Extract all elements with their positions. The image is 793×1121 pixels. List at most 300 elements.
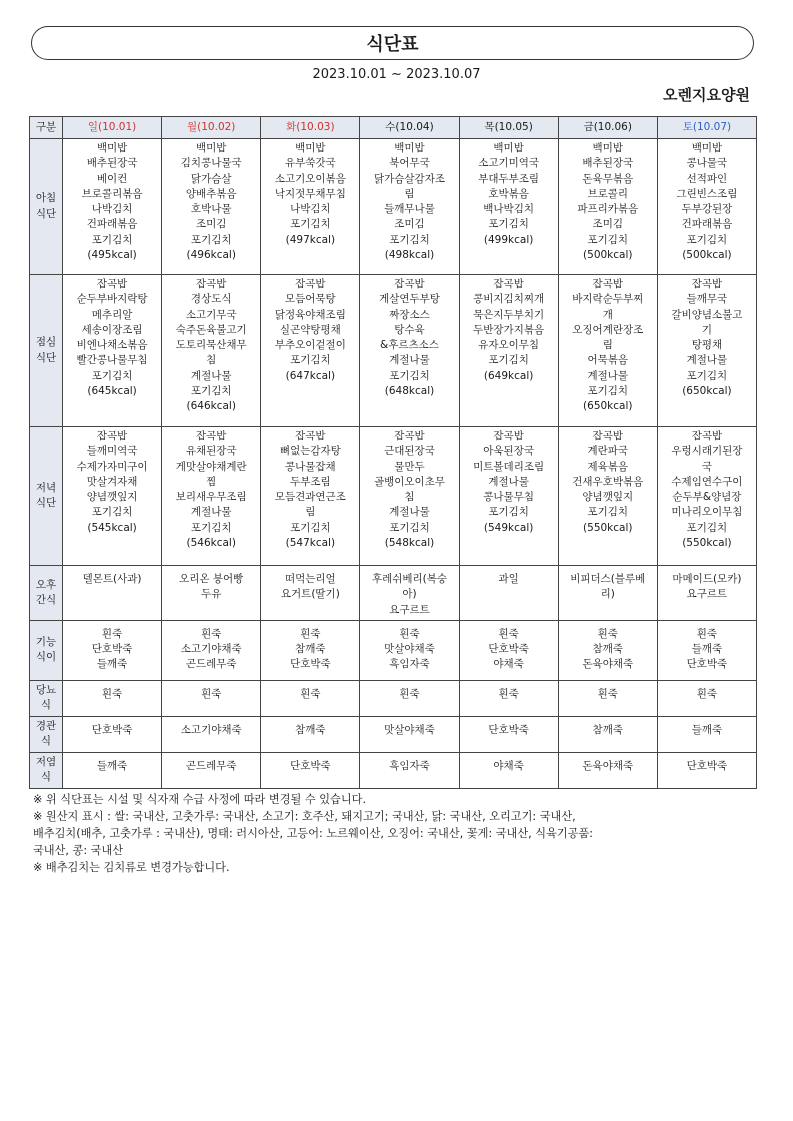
category-line: 당뇨 <box>35 684 57 697</box>
menu-cell <box>459 620 558 680</box>
menu-item: 포기김치 <box>290 218 331 231</box>
menu-item: 보리새우무조림 <box>175 491 247 504</box>
menu-item: 선적파인 <box>686 172 728 185</box>
menu-item: 백미밥 <box>691 142 723 154</box>
menu-item: 후레쉬베리(복숭 <box>371 573 448 585</box>
menu-item: 잡곡밥 <box>493 430 524 442</box>
menu-item: 포기김치 <box>389 233 430 246</box>
day-header-sat: 토(10.07) <box>657 117 756 139</box>
menu-item: 잡곡밥 <box>691 278 723 290</box>
menu-cell <box>63 752 162 788</box>
menu-item: 포기김치 <box>91 369 133 382</box>
menu-item: (645kcal) <box>87 385 137 398</box>
menu-item: 배추된장국 <box>86 157 138 170</box>
menu-item: 그린빈스조림 <box>676 187 738 200</box>
menu-item: 호박나물 <box>190 203 232 216</box>
menu-cell <box>360 427 459 566</box>
menu-cell <box>558 752 657 788</box>
menu-item: 들깨죽 <box>691 723 723 736</box>
menu-item: (647kcal) <box>285 369 336 382</box>
menu-item: (649kcal) <box>483 369 534 382</box>
menu-item: 포기김치 <box>488 354 529 367</box>
menu-cell <box>360 139 459 275</box>
menu-item: 조미김 <box>394 218 425 231</box>
menu-item: 북어무국 <box>389 157 430 170</box>
menu-item: 비엔나채소볶음 <box>76 339 148 352</box>
category-line: 식 <box>40 699 52 712</box>
menu-item: 돈육야채죽 <box>582 759 634 772</box>
menu-row-breakfast <box>30 139 757 275</box>
menu-item: 포기김치 <box>389 369 430 382</box>
menu-item: 잡곡밥 <box>592 430 623 442</box>
menu-item: 흰죽 <box>101 687 123 700</box>
note-line: 국내산, 콩: 국내산 <box>33 844 124 857</box>
menu-cell <box>162 566 261 621</box>
menu-item: 두부강된장 <box>681 203 733 216</box>
menu-item: (495kcal) <box>87 249 137 262</box>
menu-item: 잡곡밥 <box>394 278 425 290</box>
menu-item: 호박볶음 <box>488 187 529 200</box>
menu-item: 물만두 <box>394 460 425 473</box>
menu-item: 곤드레무죽 <box>185 658 237 671</box>
menu-item: 뼈없는감자탕 <box>279 445 341 458</box>
menu-item: 두반장가지볶음 <box>473 323 545 336</box>
menu-item: 건새우호박볶음 <box>572 475 644 488</box>
menu-item: (498kcal) <box>384 249 435 262</box>
note-line: ※ 원산지 표시 : 쌀: 국내산, 고춧가루: 국내산, 소고기: 호주산, 돼지고기; 국내산, 닭: 국내산, 오리고기: 국내산, <box>33 810 576 823</box>
menu-item: 제육볶음 <box>587 460 629 473</box>
menu-cell <box>162 427 261 566</box>
menu-item: 나박김치 <box>91 203 133 216</box>
menu-item: 들깨죽 <box>96 658 128 671</box>
menu-item: 맛살야채죽 <box>384 643 435 656</box>
menu-cell <box>360 752 459 788</box>
menu-item: 계절나물 <box>587 369 629 382</box>
menu-cell <box>657 427 756 566</box>
menu-item: 유자오이무침 <box>478 339 540 352</box>
menu-item: 조미김 <box>592 218 623 231</box>
menu-item: 포기김치 <box>587 233 629 246</box>
menu-cell <box>657 752 756 788</box>
menu-item: 흰죽 <box>498 627 519 640</box>
menu-item: 들깨무나물 <box>384 203 435 216</box>
menu-item: 계절나물 <box>686 354 728 367</box>
menu-item: 포기김치 <box>389 521 430 534</box>
menu-cell <box>261 752 360 788</box>
menu-item: 흰죽 <box>498 687 519 700</box>
note-line: 배추김치(배추, 고춧가루 : 국내산), 명태: 러시아산, 고등어: 노르웨이산, 오징어: 국내산, 꽃게: 국내산, 식육기공품: <box>33 827 594 840</box>
menu-cell <box>162 620 261 680</box>
category-line: 저녁 <box>35 481 57 494</box>
category-line: 식단 <box>35 351 57 364</box>
menu-item: 흰죽 <box>300 627 321 640</box>
menu-item: 백나박김치 <box>483 203 534 216</box>
menu-item: 배추된장국 <box>582 157 634 170</box>
menu-item: 닭가슴살 <box>190 172 232 185</box>
menu-item: 흰죽 <box>597 687 618 700</box>
menu-item: 양념깻잎지 <box>582 491 634 504</box>
menu-item: 갈비양념소불고 <box>671 308 743 321</box>
menu-item: 소고기무국 <box>185 308 237 321</box>
menu-item: (499kcal) <box>483 233 534 246</box>
menu-item: 참깨죽 <box>295 723 326 736</box>
menu-item: 탕수육 <box>394 323 425 336</box>
menu-item: 기 <box>701 323 712 336</box>
menu-item: (545kcal) <box>87 521 137 534</box>
menu-item: 백미밥 <box>592 142 623 154</box>
menu-item: 참깨죽 <box>592 643 623 656</box>
menu-item: 과일 <box>498 573 519 585</box>
menu-item: 소고기미역국 <box>478 157 540 170</box>
menu-cell <box>360 716 459 752</box>
menu-cell <box>261 427 360 566</box>
menu-item: 맛살야채죽 <box>384 723 435 736</box>
menu-item: 참깨죽 <box>295 643 326 656</box>
menu-item: 묵은지두부치기 <box>473 308 545 321</box>
menu-item: 잡곡밥 <box>195 278 227 290</box>
menu-item: 포기김치 <box>190 233 232 246</box>
menu-item: 흰죽 <box>597 627 618 640</box>
menu-item: 흰죽 <box>696 687 718 700</box>
day-header-mon: 월(10.02) <box>162 117 261 139</box>
menu-item: 들깨무국 <box>686 293 728 306</box>
menu-row-dinner <box>30 427 757 566</box>
menu-item: 오리온 붕어빵 <box>179 573 244 585</box>
menu-item: 포기김치 <box>290 354 331 367</box>
menu-item: 미나리오이무침 <box>671 506 743 519</box>
menu-cell <box>657 139 756 275</box>
day-header-thu: 목(10.05) <box>459 117 558 139</box>
category-line: 식이 <box>35 651 57 664</box>
menu-item: 게살연두부탕 <box>379 293 440 306</box>
menu-cell <box>162 752 261 788</box>
menu-cell <box>657 680 756 716</box>
day-header-wed: 수(10.04) <box>360 117 459 139</box>
menu-item: 계절나물 <box>389 354 430 367</box>
menu-item: 메추리알 <box>91 308 133 321</box>
menu-item: (497kcal) <box>285 233 336 246</box>
menu-item: 잡곡밥 <box>394 430 425 442</box>
menu-item: 수제가자미구이 <box>76 460 148 473</box>
menu-cell <box>558 275 657 427</box>
menu-cell <box>162 275 261 427</box>
day-header-tue: 화(10.03) <box>261 117 360 139</box>
notes-section <box>33 791 763 876</box>
menu-cell <box>558 139 657 275</box>
menu-item: 부추오이겉절이 <box>274 339 346 352</box>
menu-item: 포기김치 <box>587 385 629 398</box>
menu-item: 야채죽 <box>493 759 524 772</box>
menu-row-snack <box>30 566 757 621</box>
menu-item: 돈육무볶음 <box>582 172 634 185</box>
row-category-snack <box>30 566 63 621</box>
row-category-low-salt-diet <box>30 752 63 788</box>
menu-item: 백미밥 <box>493 142 524 154</box>
menu-cell <box>657 620 756 680</box>
menu-item: (549kcal) <box>483 521 534 534</box>
menu-row-functional-diet <box>30 620 757 680</box>
menu-cell <box>63 275 162 427</box>
menu-item: (650kcal) <box>583 400 633 413</box>
category-line: 식단 <box>35 207 57 220</box>
menu-cell <box>558 716 657 752</box>
row-category-lunch <box>30 275 63 427</box>
menu-cell <box>63 716 162 752</box>
menu-item: 포기김치 <box>686 233 728 246</box>
menu-item: 소고기오이볶음 <box>274 172 346 185</box>
menu-item: 흰죽 <box>201 687 222 700</box>
menu-item: 근대된장국 <box>384 445 435 458</box>
menu-item: (648kcal) <box>384 385 435 398</box>
menu-cell <box>360 566 459 621</box>
menu-item: 콩나물국 <box>686 157 728 170</box>
menu-item: 잡곡밥 <box>295 430 326 442</box>
category-line: 기능 <box>35 636 57 649</box>
menu-cell <box>459 427 558 566</box>
menu-cell <box>558 680 657 716</box>
menu-table <box>29 116 757 789</box>
menu-item: 베이컨 <box>96 172 128 185</box>
menu-cell <box>162 716 261 752</box>
category-line: 간식 <box>35 593 57 606</box>
menu-cell <box>261 566 360 621</box>
menu-item: (548kcal) <box>384 537 435 550</box>
menu-item: 단호박죽 <box>686 759 728 772</box>
menu-item: 도토리묵산채무 <box>175 339 247 352</box>
category-line: 오후 <box>35 578 57 591</box>
menu-item: 순두부&양념장 <box>672 491 742 504</box>
menu-item: 브로콜리볶음 <box>81 187 143 200</box>
menu-item: 맛살겨자채 <box>86 475 138 488</box>
menu-item: (546kcal) <box>186 537 236 550</box>
menu-item: 소고기야채죽 <box>180 643 242 656</box>
menu-item: 포기김치 <box>190 385 232 398</box>
menu-item: 콩나물잡채 <box>284 460 336 473</box>
menu-item: 아욱된장국 <box>483 445 534 458</box>
menu-item: 계절나물 <box>190 369 232 382</box>
menu-cell <box>162 680 261 716</box>
menu-item: 참깨죽 <box>592 723 623 736</box>
menu-cell <box>63 427 162 566</box>
menu-item: 흑임자죽 <box>389 759 430 772</box>
menu-item: 흰죽 <box>399 627 420 640</box>
menu-item: 들깨죽 <box>691 643 723 656</box>
menu-item: (550kcal) <box>682 537 732 550</box>
menu-item: 오징어계란장조 <box>572 323 644 336</box>
menu-item: 콩비지김치찌개 <box>473 293 545 306</box>
menu-item: 잡곡밥 <box>592 278 623 290</box>
menu-item: 포기김치 <box>488 506 529 519</box>
category-line: 경관 <box>35 720 57 733</box>
menu-cell <box>63 680 162 716</box>
menu-item: 경상도식 <box>190 293 232 306</box>
menu-item: 소고기야채죽 <box>180 723 242 736</box>
menu-cell <box>261 275 360 427</box>
menu-item: 나박김치 <box>290 203 331 216</box>
menu-item: 계란파국 <box>587 445 629 458</box>
menu-item: 들깨미역국 <box>86 445 138 458</box>
menu-item: 델몬트(사과) <box>82 573 142 585</box>
page-title: 식단표 <box>366 34 419 55</box>
menu-item: 단호박죽 <box>290 658 331 671</box>
menu-cell <box>459 752 558 788</box>
menu-item: 포기김치 <box>587 506 629 519</box>
category-line: 식 <box>40 771 52 784</box>
menu-item: 미트볼데리조림 <box>473 460 545 473</box>
menu-cell <box>459 275 558 427</box>
menu-item: 마메이드(모카) <box>672 573 742 585</box>
menu-item: 바지락순두부찌 <box>572 293 644 306</box>
menu-cell <box>63 566 162 621</box>
menu-item: 잡곡밥 <box>195 430 227 442</box>
menu-item: 포기김치 <box>686 521 728 534</box>
menu-item: 단호박죽 <box>686 658 728 671</box>
menu-item: 콩나물무침 <box>483 491 534 504</box>
menu-item: (646kcal) <box>186 400 236 413</box>
menu-item: 요구르트 <box>686 588 728 601</box>
menu-item: 실곤약탕평채 <box>279 323 341 336</box>
menu-item: 곤드레무죽 <box>185 759 237 772</box>
menu-item: 탕평채 <box>691 339 723 352</box>
menu-item: 닭정육야채조림 <box>274 308 346 321</box>
menu-item: 비피더스(블루베 <box>570 573 646 585</box>
menu-item: 리) <box>600 588 615 601</box>
menu-item: 조미김 <box>195 218 227 231</box>
menu-item: 계절나물 <box>488 475 529 488</box>
menu-row-low-salt-diet <box>30 752 757 788</box>
menu-cell <box>261 680 360 716</box>
menu-item: 흰죽 <box>696 627 718 640</box>
menu-item: 파프리카볶음 <box>577 203 639 216</box>
menu-item: 빨간콩나물무침 <box>76 354 148 367</box>
menu-item: 계절나물 <box>190 506 232 519</box>
menu-item: 들깨죽 <box>96 759 128 772</box>
menu-item: 세송이장조림 <box>81 323 143 336</box>
menu-cell <box>162 139 261 275</box>
row-category-breakfast <box>30 139 63 275</box>
menu-cell <box>558 620 657 680</box>
menu-row-lunch <box>30 275 757 427</box>
menu-item: (550kcal) <box>583 521 633 534</box>
menu-item: 닭가슴살감자조 <box>373 172 445 185</box>
menu-cell <box>360 620 459 680</box>
menu-item: 흰죽 <box>399 687 420 700</box>
menu-item: (496kcal) <box>186 249 236 262</box>
note-line: ※ 위 식단표는 시설 및 식자재 수급 사정에 따라 변경될 수 있습니다. <box>33 793 367 806</box>
menu-item: 떠먹는리얼 <box>284 573 336 585</box>
menu-cell <box>459 139 558 275</box>
menu-item: 침 <box>404 491 415 504</box>
category-line: 아침 <box>35 192 57 205</box>
menu-item: 요구르트 <box>389 603 430 616</box>
menu-item: 단호박죽 <box>91 723 133 736</box>
menu-item: 골뱅이오이초무 <box>373 475 445 488</box>
menu-cell <box>360 680 459 716</box>
period-text: 2023.10.01 ~ 2023.10.07 <box>312 67 481 82</box>
menu-item: 김치콩나물국 <box>180 157 242 170</box>
menu-item: 모듬견과연근조 <box>274 491 346 504</box>
menu-item: (500kcal) <box>682 249 732 262</box>
menu-cell <box>657 275 756 427</box>
menu-row-diabetic-diet <box>30 680 757 716</box>
menu-item: 양배추볶음 <box>185 187 237 200</box>
category-line: 점심 <box>35 336 57 349</box>
menu-row-tube-diet <box>30 716 757 752</box>
menu-item: 건파래볶음 <box>86 218 138 231</box>
menu-item: (547kcal) <box>285 537 336 550</box>
menu-item: 야채죽 <box>493 658 524 671</box>
corner-header: 구분 <box>30 117 63 139</box>
menu-item: 두유 <box>201 588 222 601</box>
row-category-functional-diet <box>30 620 63 680</box>
menu-item: 잡곡밥 <box>96 278 128 290</box>
menu-item: 유채된장국 <box>185 445 237 458</box>
menu-cell <box>459 566 558 621</box>
menu-item: 포기김치 <box>686 369 728 382</box>
menu-item: 아) <box>402 588 417 601</box>
menu-item: 포기김치 <box>488 218 529 231</box>
menu-item: 백미밥 <box>96 142 128 154</box>
menu-item: 개 <box>602 308 613 321</box>
menu-item: 유부쑥갓국 <box>284 157 336 170</box>
row-category-diabetic-diet <box>30 680 63 716</box>
menu-item: 흑임자죽 <box>389 658 430 671</box>
menu-item: 게맛살야채계란 <box>175 460 247 473</box>
menu-item: 침 <box>206 354 217 367</box>
menu-item: 건파래볶음 <box>681 218 733 231</box>
menu-item: 흰죽 <box>201 627 222 640</box>
menu-item: 모듬어묵탕 <box>284 293 336 306</box>
menu-item: 단호박죽 <box>91 643 133 656</box>
menu-item: 짜장소스 <box>389 308 430 321</box>
menu-item: 단호박죽 <box>488 643 529 656</box>
menu-item: 흰죽 <box>300 687 321 700</box>
category-line: 식 <box>40 735 52 748</box>
menu-item: 우렁시래기된장 <box>671 445 743 458</box>
menu-cell <box>558 427 657 566</box>
menu-cell <box>657 716 756 752</box>
menu-item: 낙지젓무채무침 <box>274 187 346 200</box>
menu-item: 림 <box>305 506 316 519</box>
menu-cell <box>459 716 558 752</box>
category-line: 저염 <box>35 756 57 769</box>
facility-name: 오렌지요양원 <box>663 86 750 104</box>
menu-item: 백미밥 <box>295 142 326 154</box>
menu-item: 요거트(딸기) <box>280 588 340 601</box>
menu-item: 국 <box>701 460 712 473</box>
menu-cell <box>261 620 360 680</box>
category-line: 식단 <box>35 497 57 509</box>
menu-item: 부대두부조림 <box>478 172 540 185</box>
day-header-sun: 일(10.01) <box>63 117 162 139</box>
menu-item: 양념깻잎지 <box>86 491 138 504</box>
menu-item: 단호박죽 <box>488 723 529 736</box>
menu-item: 포기김치 <box>190 521 232 534</box>
menu-item: 돈육야채죽 <box>582 658 634 671</box>
row-category-tube-diet <box>30 716 63 752</box>
menu-cell <box>360 275 459 427</box>
menu-item: 어묵볶음 <box>587 354 629 367</box>
menu-cell <box>63 139 162 275</box>
menu-item: &후르츠소스 <box>380 339 439 352</box>
row-category-dinner <box>30 427 63 566</box>
menu-item: 계절나물 <box>389 506 430 519</box>
menu-item: 찜 <box>206 475 217 488</box>
menu-body <box>30 139 757 789</box>
menu-item: 포기김치 <box>91 506 133 519</box>
menu-item: 잡곡밥 <box>295 278 326 290</box>
menu-item: (500kcal) <box>583 249 633 262</box>
